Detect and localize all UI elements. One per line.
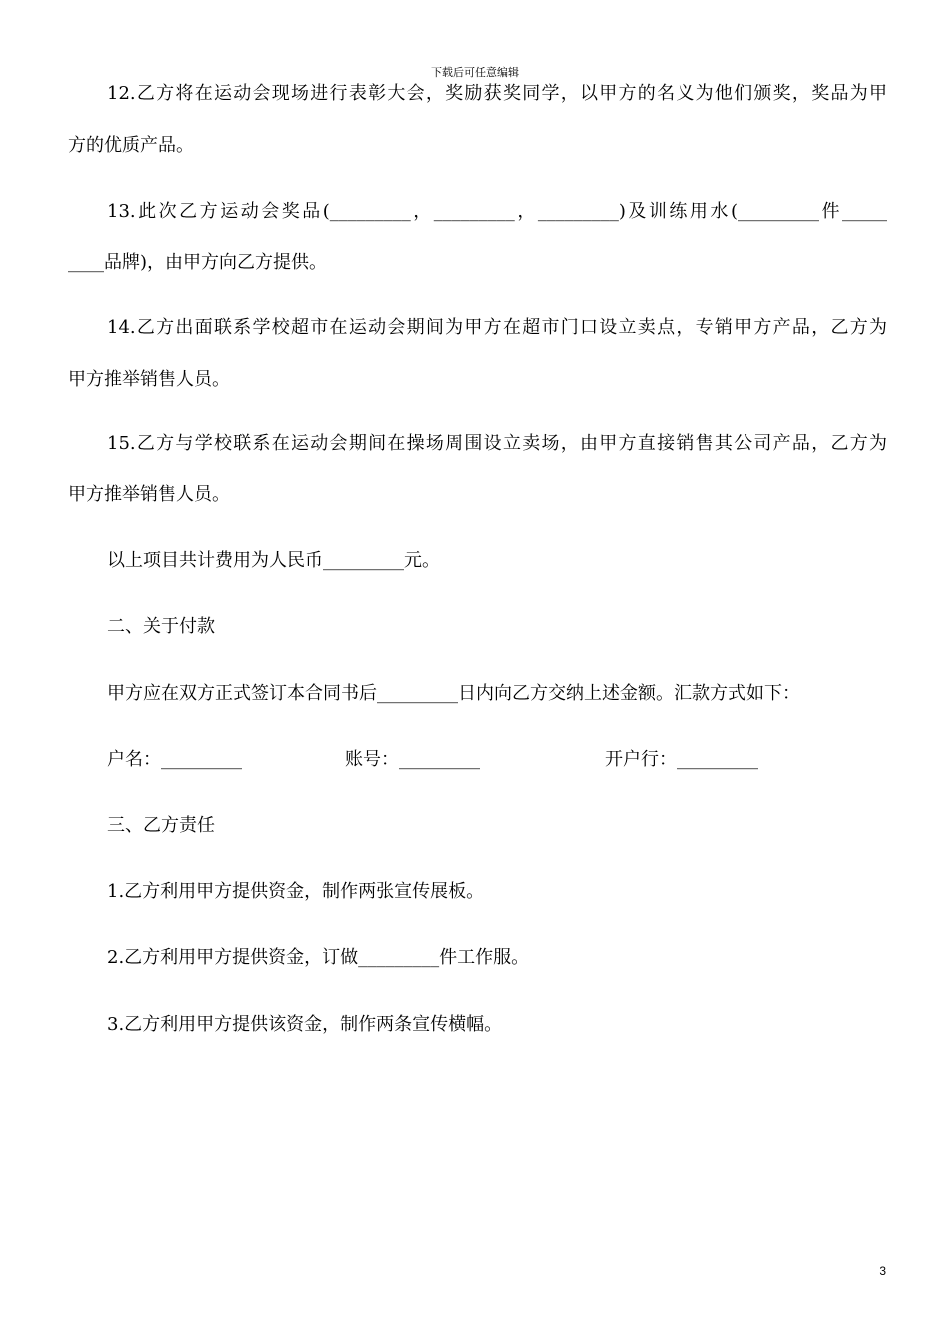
total-cost-line: 以上项目共计费用为人民币_________元。	[107, 550, 440, 571]
item-12-line-1: 12.乙方将在运动会现场进行表彰大会，奖励获奖同学，以甲方的名义为他们颁奖，奖品为甲	[107, 83, 887, 104]
payment-section-heading: 二、关于付款	[107, 616, 215, 637]
account-name-field: 户名：_________	[107, 749, 242, 770]
party-b-item-1: 1.乙方利用甲方提供资金，制作两张宣传展板。	[107, 881, 485, 902]
item-12-line-2: 方的优质产品。	[68, 135, 194, 156]
bank-name-field: 开户行：_________	[605, 749, 758, 770]
party-b-section-heading: 三、乙方责任	[107, 815, 215, 836]
item-13-line-2: ____品牌)，由甲方向乙方提供。	[68, 252, 328, 273]
payment-terms-text: 甲方应在双方正式签订本合同书后_________日内向乙方交纳上述金额。汇款方式如下：	[107, 683, 800, 704]
item-14-line-2: 甲方推举销售人员。	[68, 369, 230, 390]
item-15-line-1: 15.乙方与学校联系在运动会期间在操场周围设立卖场，由甲方直接销售其公司产品，乙方为	[107, 433, 887, 454]
party-b-item-3: 3.乙方利用甲方提供该资金，制作两条宣传横幅。	[107, 1014, 503, 1035]
item-13-line-1: 13.此次乙方运动会奖品(_________，_________，_________)及训练用水(_________件_____	[107, 201, 887, 222]
header-note: 下载后可任意编辑	[431, 66, 519, 79]
item-15-line-2: 甲方推举销售人员。	[68, 484, 230, 505]
page-number: 3	[879, 1264, 886, 1278]
item-14-line-1: 14.乙方出面联系学校超市在运动会期间为甲方在超市门口设立卖点，专销甲方产品，乙方为	[107, 317, 887, 338]
party-b-item-2: 2.乙方利用甲方提供资金，订做_________件工作服。	[107, 947, 530, 968]
account-number-field: 账号：_________	[345, 749, 480, 770]
